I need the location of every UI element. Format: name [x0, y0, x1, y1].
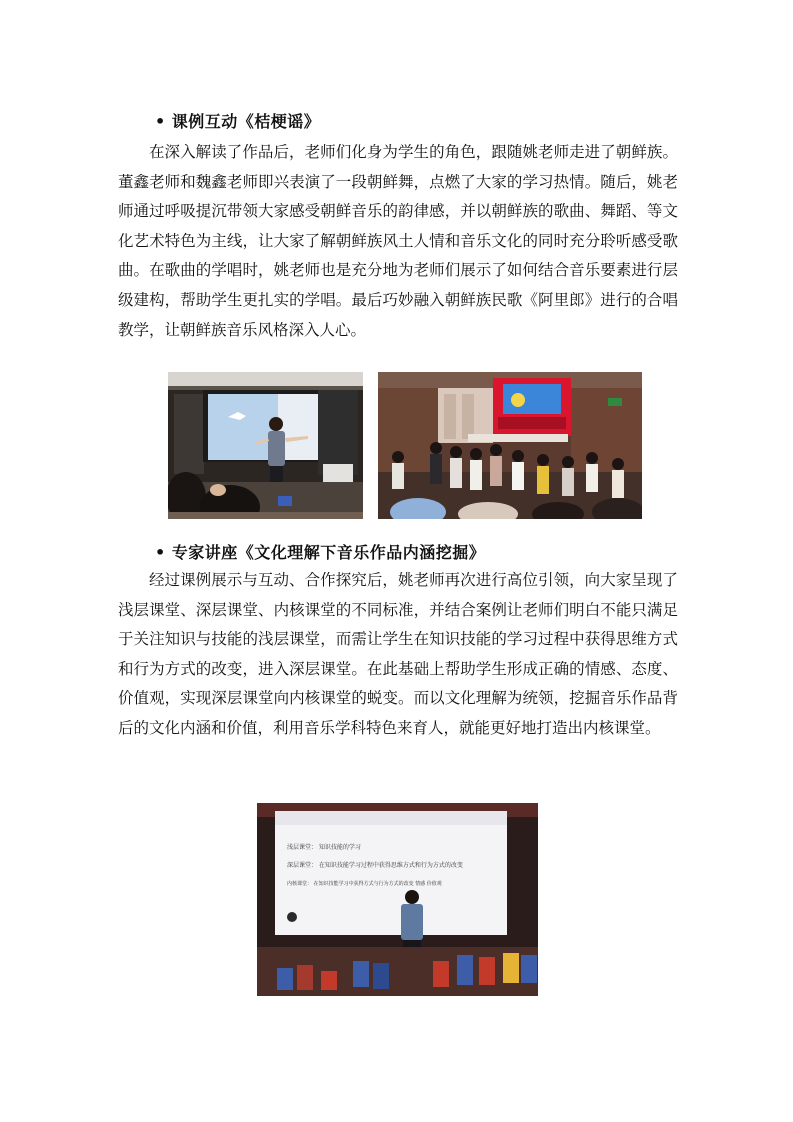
classroom-demo-photo [168, 372, 363, 519]
slide-line-3: 内核课堂： 在知识技能学习中获得方式与行为方式的改变 情感 价值观 [287, 881, 442, 887]
slide-line-1: 浅层课堂： 知识技能的学习 [287, 844, 361, 851]
section-paragraph-lesson-interaction: 在深入解读了作品后，老师们化身为学生的角色，跟随姚老师走进了朝鲜族。董鑫老师和魏鑫老师即兴表演了一段朝鲜舞，点燃了大家的学习热情。随后，姚老师通过呼吸提沉带领大家感受朝鲜音乐的韵律感，并以朝鲜族的歌曲、舞蹈、等文化艺术特色为主线，让大家了解朝鲜族风土人情和音乐文化的同时充分聆听感受歌曲。在歌曲的学唱时，姚老师也是充分地为老师们展示了如何结合音乐要素进行层级建构，帮助学生更扎实的学唱。最后巧妙融入朝鲜族民歌《阿里郎》进行的合唱教学，让朝鲜族音乐风格深入人心。 [118, 143, 678, 339]
slide-line-2: 深层课堂： 在知识技能学习过程中获得思维方式和行为方式的改变 [287, 862, 463, 869]
section-heading-lesson-interaction: • 课例互动《桔梗谣》 [155, 112, 321, 131]
section-heading-expert-lecture: • 专家讲座《文化理解下音乐作品内涵挖掘》 [155, 543, 486, 562]
section-paragraph-expert-lecture: 经过课例展示与互动、合作探究后，姚老师再次进行高位引领，向大家呈现了浅层课堂、深层课堂、内核课堂的不同标准，并结合案例让老师们明白不能只满足于关注知识与技能的浅层课堂，而需让学生在知识技能的学习过程中获得思维方式和行为方式的改变，进入深层课堂。在此基础上帮助学生形成正确的情感、态度、价值观，实现深层课堂向内核课堂的蜕变。而以文化理解为统领，挖掘音乐作品背后的文化内涵和价值，利用音乐学科特色来育人，就能更好地打造出内核课堂。 [118, 571, 678, 737]
group-singing-photo [378, 372, 642, 519]
expert-lecture-photo [257, 803, 538, 996]
